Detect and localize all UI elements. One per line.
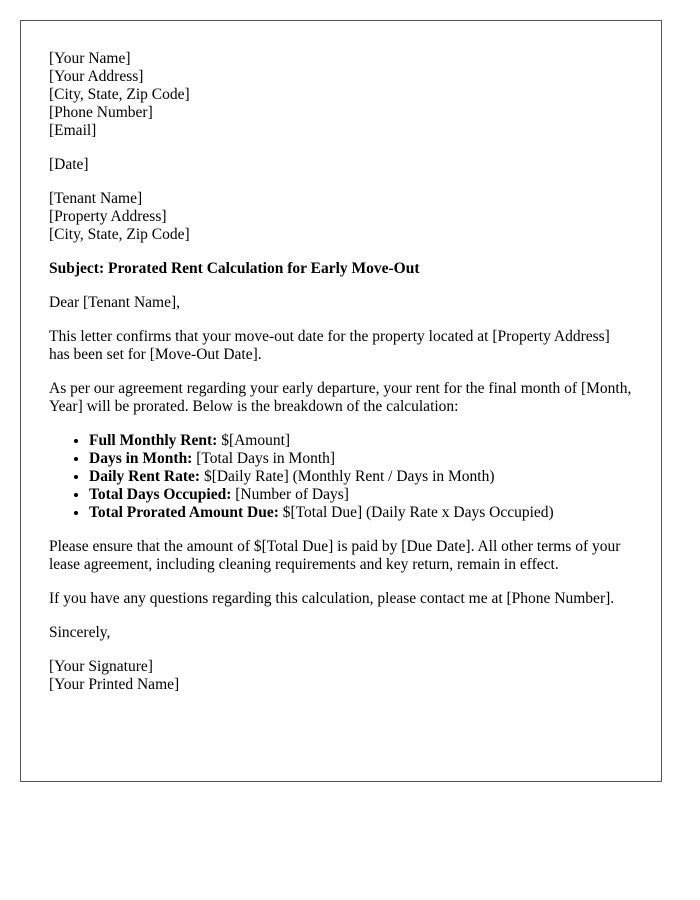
breakdown-label: Total Prorated Amount Due: — [89, 504, 279, 521]
breakdown-label: Days in Month: — [89, 450, 193, 467]
breakdown-value: $[Daily Rate] (Monthly Rent / Days in Month) — [200, 468, 495, 485]
letter-date: [Date] — [49, 156, 89, 173]
signature-block — [49, 658, 633, 694]
payment-paragraph: Please ensure that the amount of $[Total Due] is paid by [Due Date]. All other terms of your lease agreement, including cleaning requirements and key return, remain in effect. — [49, 538, 621, 573]
agreement-paragraph: As per our agreement regarding your early departure, your rent for the final month of [Month, Year] will be prorated. Below is the breakdown of the calculation: — [49, 380, 632, 415]
recipient-block — [49, 190, 633, 244]
sender-address: [Your Address] — [49, 68, 144, 85]
list-item-days-in-month — [89, 450, 633, 468]
breakdown-label: Full Monthly Rent: — [89, 432, 218, 449]
breakdown-label: Daily Rent Rate: — [89, 468, 201, 485]
breakdown-value: $[Total Due] (Daily Rate x Days Occupied) — [278, 504, 554, 521]
recipient-name: [Tenant Name] — [49, 190, 143, 207]
breakdown-label: Total Days Occupied: — [89, 486, 232, 503]
letter-page — [20, 20, 662, 782]
salutation: Dear [Tenant Name], — [49, 294, 181, 311]
signature-line: [Your Signature] — [49, 658, 153, 675]
recipient-city-state-zip: [City, State, Zip Code] — [49, 226, 190, 243]
sender-name: [Your Name] — [49, 50, 131, 67]
list-item-total-due — [89, 504, 633, 522]
breakdown-value: $[Amount] — [217, 432, 291, 449]
recipient-address: [Property Address] — [49, 208, 167, 225]
list-item-days-occupied — [89, 486, 633, 504]
sender-phone: [Phone Number] — [49, 104, 153, 121]
list-item-monthly-rent — [89, 432, 633, 450]
contact-paragraph: If you have any questions regarding this calculation, please contact me at [Phone Number]. — [49, 590, 615, 607]
date-block — [49, 156, 633, 174]
printed-name: [Your Printed Name] — [49, 676, 180, 693]
list-item-daily-rate — [89, 468, 633, 486]
sender-email: [Email] — [49, 122, 97, 139]
sender-block — [49, 50, 633, 140]
closing: Sincerely, — [49, 624, 111, 641]
breakdown-value: [Total Days in Month] — [192, 450, 336, 467]
breakdown-value: [Number of Days] — [231, 486, 349, 503]
subject-line: Subject: Prorated Rent Calculation for Early Move-Out — [49, 260, 420, 277]
intro-paragraph: This letter confirms that your move-out date for the property located at [Property Address] has been set for [Move-Out Date]. — [49, 328, 610, 363]
breakdown-list — [49, 432, 633, 522]
sender-city-state-zip: [City, State, Zip Code] — [49, 86, 190, 103]
